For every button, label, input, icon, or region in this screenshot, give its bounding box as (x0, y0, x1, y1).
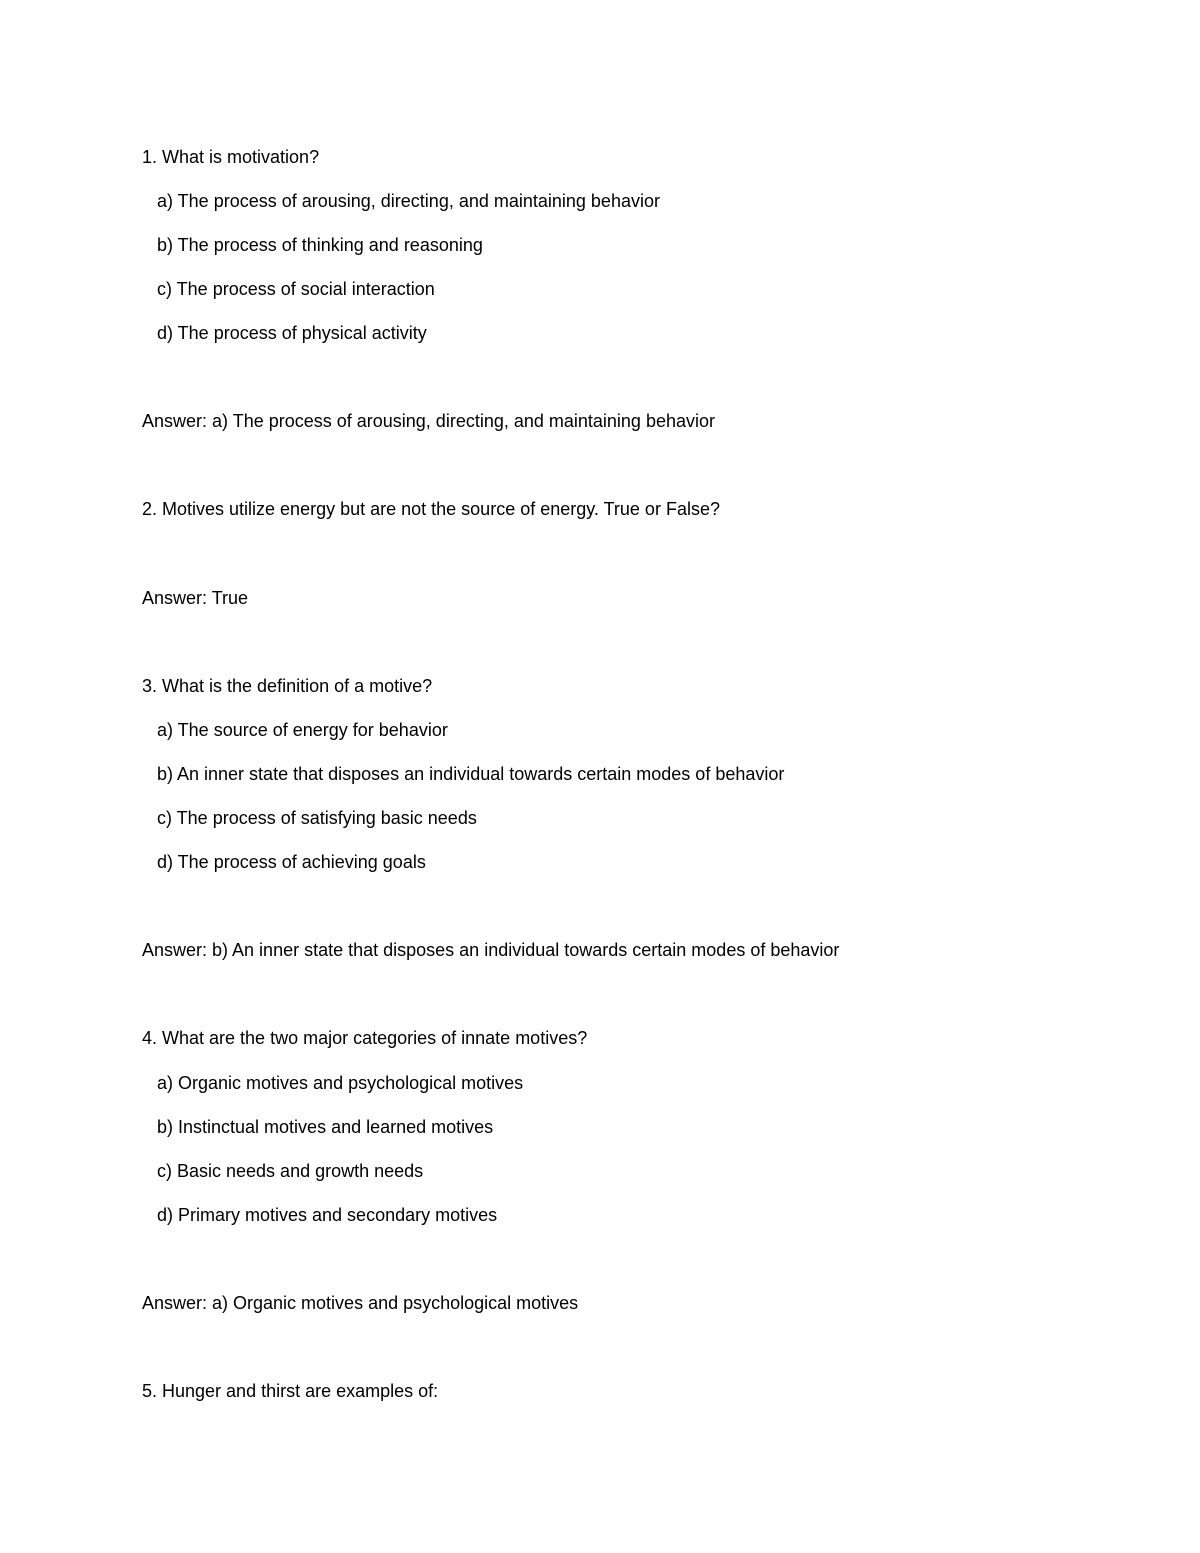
question-1-option-d: d) The process of physical activity (157, 323, 427, 343)
question-3-option-b: b) An inner state that disposes an individual towards certain modes of behavior (157, 764, 785, 784)
question-3-option-c: c) The process of satisfying basic needs (157, 808, 477, 828)
question-4-option-a: a) Organic motives and psychological motives (157, 1073, 524, 1093)
question-5-prompt: 5. Hunger and thirst are examples of: (142, 1381, 439, 1401)
question-3-option-d: d) The process of achieving goals (157, 852, 426, 872)
question-4-prompt: 4. What are the two major categories of innate motives? (142, 1028, 588, 1048)
question-4-option-c: c) Basic needs and growth needs (157, 1161, 424, 1181)
question-3-prompt: 3. What is the definition of a motive? (142, 676, 433, 696)
question-1-prompt: 1. What is motivation? (142, 147, 320, 167)
question-2-answer: Answer: True (142, 588, 249, 608)
question-4-option-b: b) Instinctual motives and learned motives (157, 1117, 494, 1137)
question-2-prompt: 2. Motives utilize energy but are not the source of energy. True or False? (142, 499, 720, 519)
question-1-option-b: b) The process of thinking and reasoning (157, 235, 483, 255)
question-1-answer: Answer: a) The process of arousing, directing, and maintaining behavior (142, 411, 715, 431)
question-4-option-d: d) Primary motives and secondary motives (157, 1205, 498, 1225)
question-4-answer: Answer: a) Organic motives and psychological motives (142, 1293, 579, 1313)
question-3-answer: Answer: b) An inner state that disposes an individual towards certain modes of behavior (142, 940, 840, 960)
question-3-option-a: a) The source of energy for behavior (157, 720, 448, 740)
question-1-option-c: c) The process of social interaction (157, 279, 435, 299)
question-1-option-a: a) The process of arousing, directing, and maintaining behavior (157, 191, 660, 211)
